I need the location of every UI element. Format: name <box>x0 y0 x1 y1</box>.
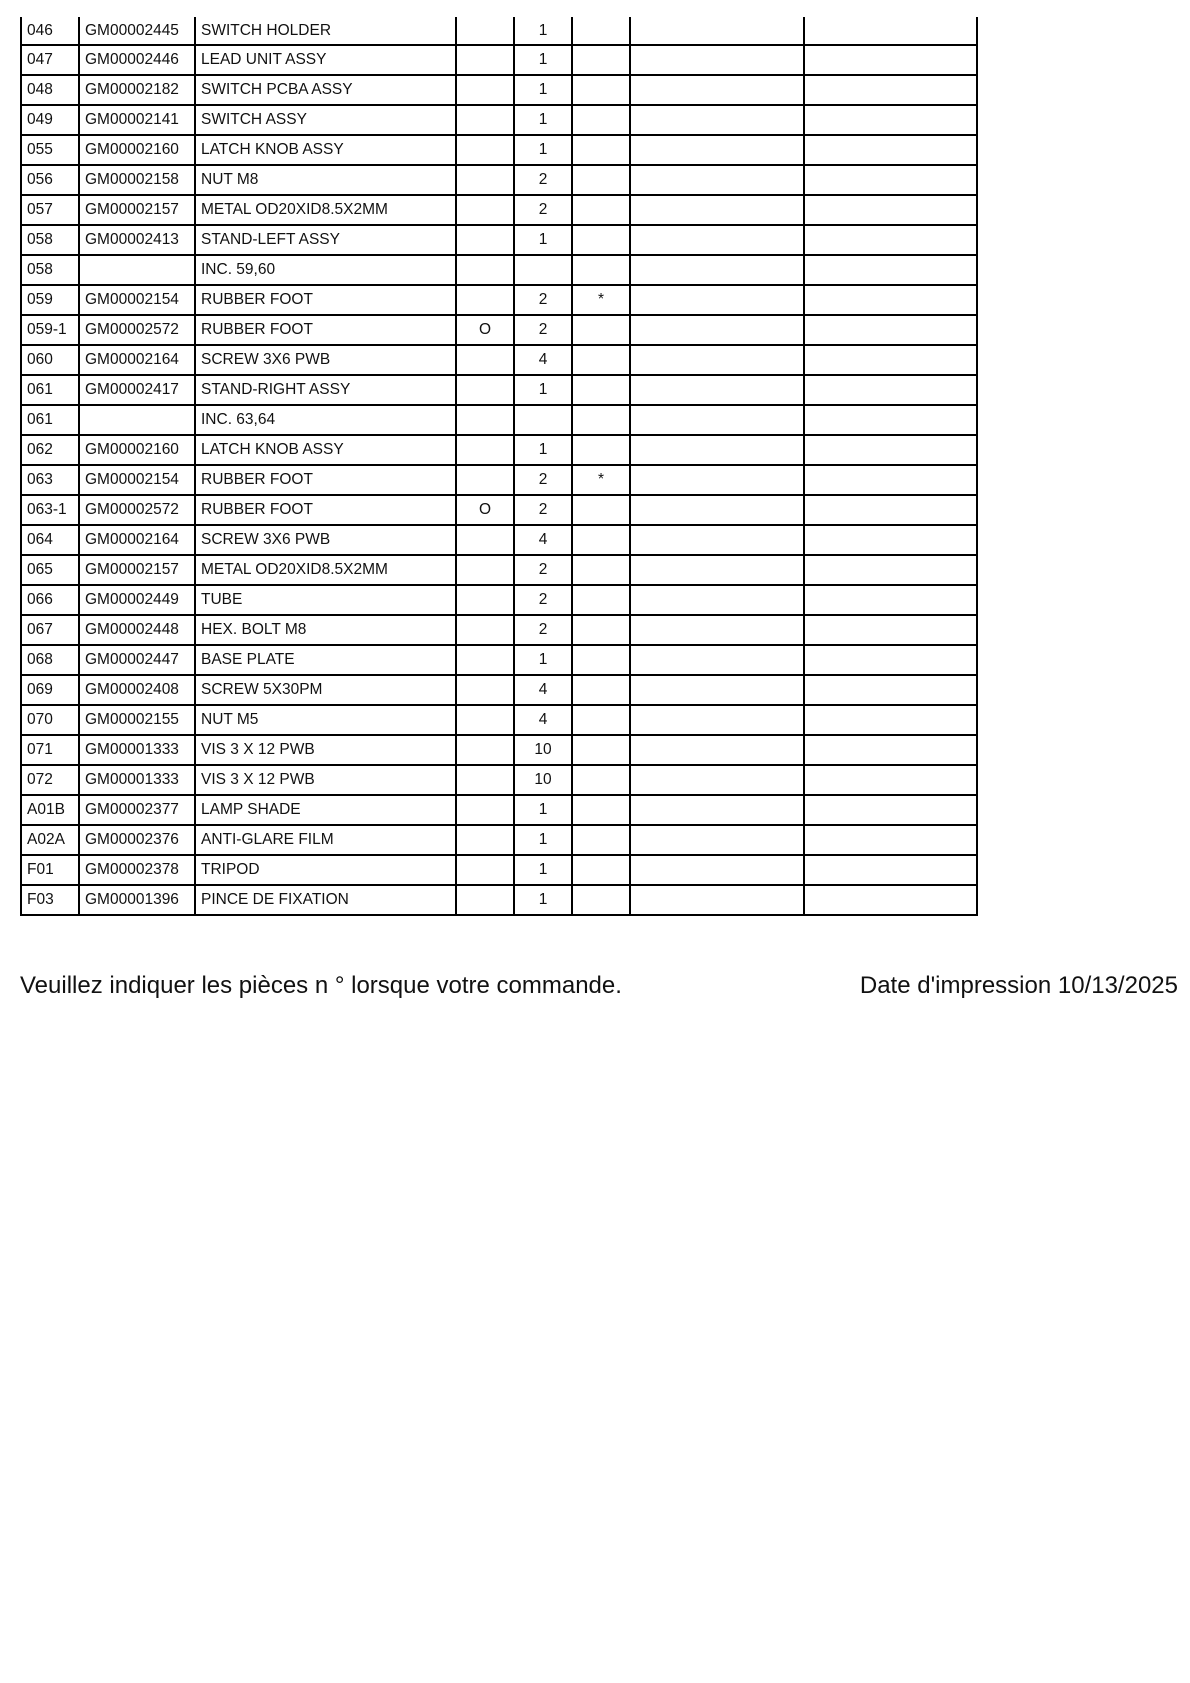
description-cell: TUBE <box>195 585 456 615</box>
extra-cell <box>630 525 804 555</box>
description-cell: SWITCH ASSY <box>195 105 456 135</box>
description-cell: PINCE DE FIXATION <box>195 885 456 915</box>
extra-cell <box>630 735 804 765</box>
mark-cell <box>572 17 630 45</box>
description-cell: SWITCH PCBA ASSY <box>195 75 456 105</box>
description-cell: HEX. BOLT M8 <box>195 615 456 645</box>
extra-cell <box>630 405 804 435</box>
quantity-cell <box>514 405 572 435</box>
quantity-cell: 1 <box>514 825 572 855</box>
option-cell: O <box>456 495 514 525</box>
quantity-cell: 1 <box>514 75 572 105</box>
mark-cell <box>572 195 630 225</box>
description-cell: TRIPOD <box>195 855 456 885</box>
ref-cell: 064 <box>21 525 79 555</box>
part-number-cell: GM00002572 <box>79 495 195 525</box>
description-cell: LATCH KNOB ASSY <box>195 435 456 465</box>
description-cell: NUT M8 <box>195 165 456 195</box>
option-cell <box>456 75 514 105</box>
description-cell: ANTI-GLARE FILM <box>195 825 456 855</box>
option-cell: O <box>456 315 514 345</box>
description-cell: RUBBER FOOT <box>195 285 456 315</box>
ref-cell: 062 <box>21 435 79 465</box>
table-row <box>21 555 977 585</box>
table-row <box>21 495 977 525</box>
extra-cell <box>804 165 977 195</box>
extra-cell <box>804 465 977 495</box>
part-number-cell: GM00002164 <box>79 525 195 555</box>
description-cell: NUT M5 <box>195 705 456 735</box>
extra-cell <box>630 315 804 345</box>
part-number-cell: GM00002155 <box>79 705 195 735</box>
quantity-cell: 2 <box>514 615 572 645</box>
parts-table <box>20 17 978 916</box>
part-number-cell: GM00002160 <box>79 135 195 165</box>
table-row <box>21 765 977 795</box>
mark-cell: * <box>572 285 630 315</box>
extra-cell <box>804 45 977 75</box>
ref-cell: 057 <box>21 195 79 225</box>
option-cell <box>456 795 514 825</box>
extra-cell <box>804 435 977 465</box>
quantity-cell: 1 <box>514 795 572 825</box>
extra-cell <box>630 675 804 705</box>
part-number-cell: GM00001333 <box>79 735 195 765</box>
part-number-cell: GM00002417 <box>79 375 195 405</box>
mark-cell <box>572 615 630 645</box>
option-cell <box>456 255 514 285</box>
table-row <box>21 795 977 825</box>
extra-cell <box>804 495 977 525</box>
part-number-cell: GM00002157 <box>79 195 195 225</box>
quantity-cell: 4 <box>514 525 572 555</box>
ref-cell: 049 <box>21 105 79 135</box>
part-number-cell: GM00002445 <box>79 17 195 45</box>
option-cell <box>456 615 514 645</box>
ref-cell: F03 <box>21 885 79 915</box>
option-cell <box>456 885 514 915</box>
ref-cell: 047 <box>21 45 79 75</box>
option-cell <box>456 405 514 435</box>
description-cell: RUBBER FOOT <box>195 465 456 495</box>
extra-cell <box>804 585 977 615</box>
quantity-cell: 2 <box>514 195 572 225</box>
description-cell: INC. 59,60 <box>195 255 456 285</box>
mark-cell <box>572 255 630 285</box>
mark-cell <box>572 75 630 105</box>
option-cell <box>456 765 514 795</box>
table-row <box>21 735 977 765</box>
mark-cell <box>572 495 630 525</box>
description-cell: LAMP SHADE <box>195 795 456 825</box>
extra-cell <box>804 405 977 435</box>
part-number-cell: GM00002158 <box>79 165 195 195</box>
quantity-cell: 2 <box>514 555 572 585</box>
part-number-cell: GM00002446 <box>79 45 195 75</box>
table-row <box>21 255 977 285</box>
mark-cell <box>572 375 630 405</box>
part-number-cell: GM00002160 <box>79 435 195 465</box>
extra-cell <box>804 225 977 255</box>
description-cell: RUBBER FOOT <box>195 495 456 525</box>
part-number-cell: GM00002377 <box>79 795 195 825</box>
description-cell: BASE PLATE <box>195 645 456 675</box>
table-row <box>21 225 977 255</box>
description-cell: METAL OD20XID8.5X2MM <box>195 195 456 225</box>
part-number-cell: GM00002572 <box>79 315 195 345</box>
order-note: Veuillez indiquer les pièces n ° lorsque votre commande. <box>20 972 622 999</box>
ref-cell: F01 <box>21 855 79 885</box>
quantity-cell: 1 <box>514 885 572 915</box>
part-number-cell: GM00002447 <box>79 645 195 675</box>
table-row <box>21 465 977 495</box>
ref-cell: 069 <box>21 675 79 705</box>
mark-cell <box>572 45 630 75</box>
table-row <box>21 135 977 165</box>
option-cell <box>456 675 514 705</box>
table-row <box>21 705 977 735</box>
ref-cell: 058 <box>21 255 79 285</box>
option-cell <box>456 45 514 75</box>
ref-cell: 056 <box>21 165 79 195</box>
mark-cell <box>572 645 630 675</box>
extra-cell <box>804 825 977 855</box>
extra-cell <box>630 435 804 465</box>
part-number-cell: GM00002157 <box>79 555 195 585</box>
option-cell <box>456 165 514 195</box>
part-number-cell: GM00002449 <box>79 585 195 615</box>
option-cell <box>456 645 514 675</box>
description-cell: LATCH KNOB ASSY <box>195 135 456 165</box>
part-number-cell: GM00002448 <box>79 615 195 645</box>
extra-cell <box>630 465 804 495</box>
extra-cell <box>804 135 977 165</box>
mark-cell <box>572 405 630 435</box>
quantity-cell: 2 <box>514 165 572 195</box>
ref-cell: 070 <box>21 705 79 735</box>
extra-cell <box>630 705 804 735</box>
extra-cell <box>804 735 977 765</box>
mark-cell <box>572 795 630 825</box>
extra-cell <box>630 825 804 855</box>
extra-cell <box>630 255 804 285</box>
mark-cell <box>572 855 630 885</box>
quantity-cell: 1 <box>514 435 572 465</box>
table-row <box>21 435 977 465</box>
part-number-cell: GM00002378 <box>79 855 195 885</box>
part-number-cell: GM00002413 <box>79 225 195 255</box>
quantity-cell: 4 <box>514 675 572 705</box>
extra-cell <box>804 285 977 315</box>
quantity-cell: 1 <box>514 135 572 165</box>
mark-cell <box>572 345 630 375</box>
extra-cell <box>804 705 977 735</box>
extra-cell <box>804 555 977 585</box>
part-number-cell: GM00002408 <box>79 675 195 705</box>
description-cell: SWITCH HOLDER <box>195 17 456 45</box>
extra-cell <box>804 105 977 135</box>
ref-cell: 063 <box>21 465 79 495</box>
extra-cell <box>804 375 977 405</box>
part-number-cell: GM00002164 <box>79 345 195 375</box>
mark-cell <box>572 825 630 855</box>
extra-cell <box>804 195 977 225</box>
option-cell <box>456 375 514 405</box>
extra-cell <box>804 17 977 45</box>
quantity-cell: 4 <box>514 345 572 375</box>
extra-cell <box>630 495 804 525</box>
mark-cell <box>572 705 630 735</box>
ref-cell: 048 <box>21 75 79 105</box>
option-cell <box>456 345 514 375</box>
extra-cell <box>804 345 977 375</box>
quantity-cell: 2 <box>514 465 572 495</box>
description-cell: METAL OD20XID8.5X2MM <box>195 555 456 585</box>
extra-cell <box>630 105 804 135</box>
ref-cell: A01B <box>21 795 79 825</box>
part-number-cell <box>79 255 195 285</box>
description-cell: SCREW 3X6 PWB <box>195 345 456 375</box>
table-row <box>21 195 977 225</box>
table-row <box>21 75 977 105</box>
ref-cell: 063-1 <box>21 495 79 525</box>
ref-cell: 067 <box>21 615 79 645</box>
table-row <box>21 375 977 405</box>
part-number-cell: GM00002141 <box>79 105 195 135</box>
part-number-cell: GM00001396 <box>79 885 195 915</box>
ref-cell: 068 <box>21 645 79 675</box>
description-cell: LEAD UNIT ASSY <box>195 45 456 75</box>
part-number-cell: GM00002154 <box>79 285 195 315</box>
table-row <box>21 675 977 705</box>
extra-cell <box>804 885 977 915</box>
mark-cell <box>572 435 630 465</box>
quantity-cell: 1 <box>514 375 572 405</box>
option-cell <box>456 435 514 465</box>
extra-cell <box>804 855 977 885</box>
ref-cell: 055 <box>21 135 79 165</box>
quantity-cell: 2 <box>514 315 572 345</box>
table-row <box>21 825 977 855</box>
option-cell <box>456 585 514 615</box>
table-row <box>21 45 977 75</box>
quantity-cell: 2 <box>514 495 572 525</box>
description-cell: VIS 3 X 12 PWB <box>195 735 456 765</box>
extra-cell <box>630 195 804 225</box>
quantity-cell: 4 <box>514 705 572 735</box>
extra-cell <box>630 645 804 675</box>
table-row <box>21 165 977 195</box>
quantity-cell: 2 <box>514 285 572 315</box>
option-cell <box>456 855 514 885</box>
mark-cell <box>572 315 630 345</box>
option-cell <box>456 105 514 135</box>
ref-cell: 061 <box>21 405 79 435</box>
option-cell <box>456 825 514 855</box>
extra-cell <box>630 225 804 255</box>
extra-cell <box>630 165 804 195</box>
description-cell: VIS 3 X 12 PWB <box>195 765 456 795</box>
part-number-cell: GM00002182 <box>79 75 195 105</box>
mark-cell <box>572 765 630 795</box>
extra-cell <box>630 615 804 645</box>
description-cell: STAND-LEFT ASSY <box>195 225 456 255</box>
extra-cell <box>630 855 804 885</box>
table-row <box>21 285 977 315</box>
extra-cell <box>630 17 804 45</box>
ref-cell: 072 <box>21 765 79 795</box>
table-row <box>21 885 977 915</box>
print-date: Date d'impression 10/13/2025 <box>859 972 1178 999</box>
quantity-cell: 1 <box>514 645 572 675</box>
part-number-cell: GM00002154 <box>79 465 195 495</box>
mark-cell <box>572 165 630 195</box>
extra-cell <box>630 375 804 405</box>
description-cell: SCREW 3X6 PWB <box>195 525 456 555</box>
extra-cell <box>804 675 977 705</box>
ref-cell: 059 <box>21 285 79 315</box>
ref-cell: 071 <box>21 735 79 765</box>
option-cell <box>456 525 514 555</box>
extra-cell <box>804 795 977 825</box>
ref-cell: A02A <box>21 825 79 855</box>
table-row <box>21 345 977 375</box>
quantity-cell: 1 <box>514 105 572 135</box>
ref-cell: 060 <box>21 345 79 375</box>
table-row <box>21 855 977 885</box>
extra-cell <box>630 765 804 795</box>
table-row <box>21 645 977 675</box>
mark-cell: * <box>572 465 630 495</box>
mark-cell <box>572 225 630 255</box>
part-number-cell <box>79 405 195 435</box>
extra-cell <box>630 585 804 615</box>
part-number-cell: GM00002376 <box>79 825 195 855</box>
mark-cell <box>572 135 630 165</box>
extra-cell <box>630 885 804 915</box>
quantity-cell: 1 <box>514 45 572 75</box>
quantity-cell: 1 <box>514 855 572 885</box>
option-cell <box>456 285 514 315</box>
option-cell <box>456 465 514 495</box>
ref-cell: 058 <box>21 225 79 255</box>
mark-cell <box>572 525 630 555</box>
table-row <box>21 585 977 615</box>
quantity-cell: 2 <box>514 585 572 615</box>
extra-cell <box>630 345 804 375</box>
extra-cell <box>804 255 977 285</box>
extra-cell <box>804 315 977 345</box>
extra-cell <box>804 615 977 645</box>
table-row <box>21 17 977 45</box>
extra-cell <box>804 525 977 555</box>
option-cell <box>456 225 514 255</box>
ref-cell: 046 <box>21 17 79 45</box>
option-cell <box>456 17 514 45</box>
quantity-cell: 1 <box>514 17 572 45</box>
quantity-cell: 1 <box>514 225 572 255</box>
table-row <box>21 405 977 435</box>
mark-cell <box>572 735 630 765</box>
description-cell: INC. 63,64 <box>195 405 456 435</box>
ref-cell: 061 <box>21 375 79 405</box>
table-row <box>21 615 977 645</box>
table-row <box>21 525 977 555</box>
extra-cell <box>630 135 804 165</box>
option-cell <box>456 705 514 735</box>
part-number-cell: GM00001333 <box>79 765 195 795</box>
ref-cell: 059-1 <box>21 315 79 345</box>
table-row <box>21 105 977 135</box>
ref-cell: 066 <box>21 585 79 615</box>
option-cell <box>456 195 514 225</box>
mark-cell <box>572 675 630 705</box>
extra-cell <box>630 555 804 585</box>
table-row <box>21 315 977 345</box>
quantity-cell: 10 <box>514 735 572 765</box>
description-cell: SCREW 5X30PM <box>195 675 456 705</box>
mark-cell <box>572 555 630 585</box>
description-cell: STAND-RIGHT ASSY <box>195 375 456 405</box>
mark-cell <box>572 105 630 135</box>
extra-cell <box>804 645 977 675</box>
option-cell <box>456 555 514 585</box>
extra-cell <box>630 795 804 825</box>
quantity-cell: 10 <box>514 765 572 795</box>
option-cell <box>456 135 514 165</box>
mark-cell <box>572 585 630 615</box>
option-cell <box>456 735 514 765</box>
extra-cell <box>630 285 804 315</box>
quantity-cell <box>514 255 572 285</box>
mark-cell <box>572 885 630 915</box>
description-cell: RUBBER FOOT <box>195 315 456 345</box>
extra-cell <box>804 75 977 105</box>
extra-cell <box>630 75 804 105</box>
extra-cell <box>804 765 977 795</box>
extra-cell <box>630 45 804 75</box>
ref-cell: 065 <box>21 555 79 585</box>
